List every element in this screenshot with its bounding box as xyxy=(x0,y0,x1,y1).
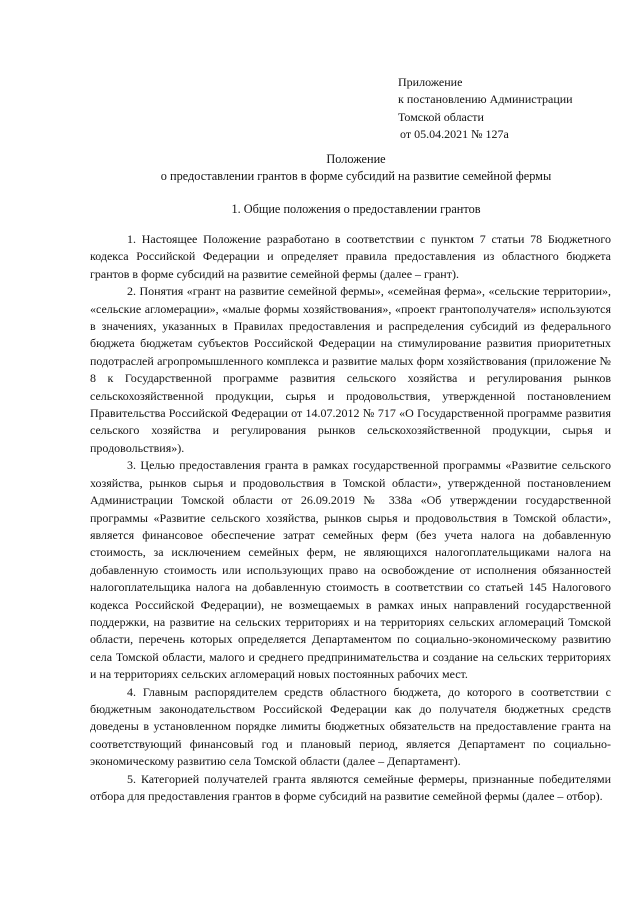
document-body xyxy=(90,231,611,805)
paragraph-4: 4. Главным распорядителем средств областного бюджета, до которого в соответствии с бюджетным законодательством Российской Федерации как до получателя бюджетных средств доведены в установленном порядке лимиты бюджетных обязательств на предоставление гранта на соответствующий финансовый год и плановый период, является Департамент по социально-экономическому развитию села Томской области (далее – Департамент). xyxy=(90,684,611,769)
document-title-line2: о предоставлении грантов в форме субсидий на развитие семейной фермы xyxy=(160,169,552,183)
section-heading: 1. Общие положения о предоставлении грантов xyxy=(231,202,481,216)
appendix-block xyxy=(398,74,628,143)
document-title-line1: Положение xyxy=(326,152,386,166)
appendix-line: Томской области xyxy=(398,109,484,124)
paragraph-1: 1. Настоящее Положение разработано в соответствии с пунктом 7 статьи 78 Бюджетного кодекса Российской Федерации и определяет правила предоставления из областного бюджета грантов в форме субсидий на развитие семейной фермы (далее – грант). xyxy=(90,232,611,281)
appendix-line: Приложение xyxy=(398,75,463,89)
paragraph-3: 3. Целью предоставления гранта в рамках государственной программы «Развитие сельского хозяйства, рынков сырья и продовольствия в Томской области», утвержденной постановлением Администрации Томской области от 26.09.2019 № 338а «Об утверждении государственной программы «Развитие сельского хозяйства, рынков сырья и продовольствия в Томской области», является финансовое обеспечение затрат семейных ферм (без учета налога на добавленную стоимость, за исключением семейных ферм, не являющихся налогоплательщиками налога на добавленную стоимость или использующих право на освобождение от исполнения обязанностей налогоплательщика налога на добавленную стоимость в соответствии со статьей 145 Налогового кодекса Российской Федерации), не возмещаемых в рамках иных направлений государственной поддержки, на развитие на сельских территориях и на территориях сельских агломераций Томской области, перечень которых определяется Департаментом по социально-экономическому развитию села Томской области, малого и среднего предпринимательства и создание на сельских территориях и на территориях сельских агломераций новых постоянных рабочих мест. xyxy=(90,458,611,682)
paragraph-2: 2. Понятия «грант на развитие семейной фермы», «семейная ферма», «сельские территории», «сельские агломерации», «малые формы хозяйствования», «проект грантополучателя» используются в значениях, указанных в Правилах предоставления и распределения субсидий из федерального бюджета бюджетам субъектов Российской Федерации на стимулирование развития приоритетных подотраслей агропромышленного комплекса и развитие малых форм хозяйствования (приложение № 8 к Государственной программе развития сельского хозяйства и регулирования рынков сельскохозяйственной продукции, сырья и продовольствия, утвержденной постановлением Правительства Российской Федерации от 14.07.2012 № 717 «О Государственной программе развития сельского хозяйства и регулирования рынков сельскохозяйственной продукции, сырья и продовольствия»). xyxy=(90,284,611,455)
paragraph-5: 5. Категорией получателей гранта являются семейные фермеры, признанные победителями отбора для предоставления грантов в форме субсидий на развитие семейной фермы (далее – отбор). xyxy=(90,771,611,803)
appendix-line: к постановлению Администрации xyxy=(398,92,573,107)
appendix-line: от 05.04.2021 № 127а xyxy=(400,126,509,141)
